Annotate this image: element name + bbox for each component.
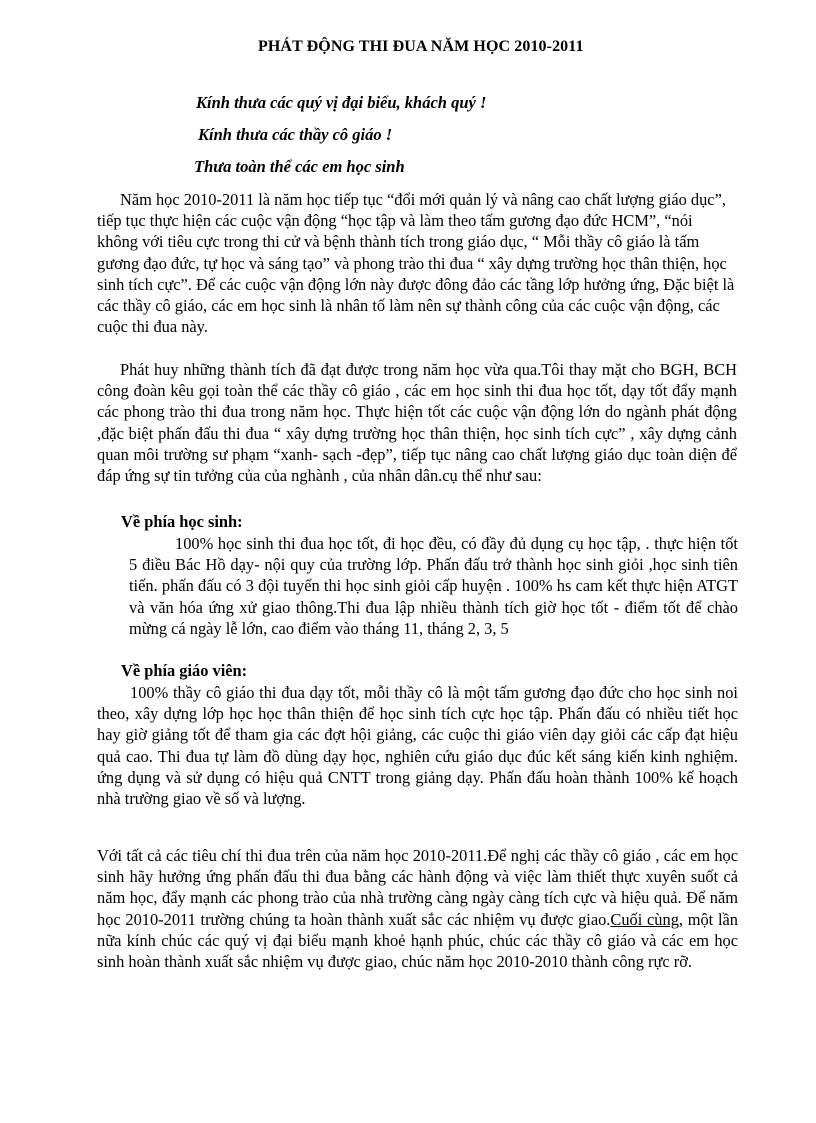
salutation-teachers: Kính thưa các thầy cô giáo ! xyxy=(198,125,393,144)
closing-text-start: Với tất cả các tiêu chí thi đua trên của năm học 2010-2011.Để nghị các thầy cô giáo , các em học sinh hãy hưởng ứng phấn đấu thi đua bằng các hành động và việc làm thiết thực xuyên suốt cả năm học, đẩy mạnh các phong trào của nhà trường càng ngày càng tích cực và hiệu quả. Để năm học 2010-2011 trường chúng ta hoàn thành xuất sắc các nhiệm vụ được giao. xyxy=(97,846,738,929)
closing-underlined-phrase: Cuối cùng xyxy=(610,909,679,929)
paragraph-call-to-action: Phát huy những thành tích đã đạt được trong năm học vừa qua.Tôi thay mặt cho BGH, BCH công đoàn kêu gọi toàn thể các thầy cô giáo , các em học sinh thi đua học tốt, dạy tốt đẩy mạnh các phong trào thi đua trong năm học. Thực hiện tốt các cuộc vận động lớn do ngành phát động ,đặc biệt phấn đấu thi đua “ xây dựng trường học thân thiện, học sinh tích cực” , xây dựng cảnh quan môi trường sư phạm “xanh- sạch -đẹp”, tiếp tục nâng cao chất lượng giáo dục toàn diện để đáp ứng sự tin tưởng của của nghành , của nhân dân.cụ thể như sau: xyxy=(97,360,737,486)
paragraph-teachers: 100% thầy cô giáo thi đua dạy tốt, mỗi thầy cô là một tấm gương đạo đức cho học sinh noi theo, xây dựng lớp học học thân thiện để học sinh tích cực học tập. Phấn đấu có nhiều tiết học hay giờ giảng tốt để tham gia các đợt hội giảng, các cuộc thi giáo viên dạy giỏi các cấp đạt hiệu quả cao. Thi đua tự làm đồ dùng dạy học, nghiên cứu giáo dục đúc kết sáng kiến kinh nghiệm. ứng dụng và sử dụng có hiệu quả CNTT trong giảng dạy. Phấn đấu hoàn thành 100% kế hoạch nhà trường giao về số và lượng. xyxy=(97,683,738,809)
document-title: PHÁT ĐỘNG THI ĐUA NĂM HỌC 2010-2011 xyxy=(258,38,584,55)
salutation-students: Thưa toàn thể các em học sinh xyxy=(194,157,405,176)
heading-students: Về phía học sinh: xyxy=(121,512,243,531)
paragraph-closing xyxy=(97,845,738,972)
closing-text-end: , một lần nữa kính chúc các quý vị đại biểu mạnh khoẻ hạnh phúc, chúc các thầy cô giáo và các em học sinh hoàn thành xuất sắc nhiệm vụ được giao, chúc năm học 2010-2010 thành công rực rỡ. xyxy=(97,909,738,972)
paragraph-intro: Năm học 2010-2011 là năm học tiếp tục “đổi mới quản lý và nâng cao chất lượng giáo dục”, tiếp tục thực hiện các cuộc vận động “học tập và làm theo tấm gương đạo đức HCM”, “nói không với tiêu cực trong thi cử và bệnh thành tích trong giáo dục, “ Mỗi thầy cô giáo là tấm gương đạo đức, tự học và sáng tạo” và phong trào thi đua “ xây dựng trường học thân thiện, học sinh tích cực”. Để các cuộc vận động lớn này được đông đảo các tầng lớp hưởng ứng, Đặc biệt là các thầy cô giáo, các em học sinh là nhân tố làm nên sự thành công của các cuộc vận động, các cuộc thi đua này. xyxy=(97,190,735,337)
salutation-guests: Kính thưa các quý vị đại biểu, khách quý ! xyxy=(196,93,487,112)
paragraph-students: 100% học sinh thi đua học tốt, đi học đều, có đầy đủ dụng cụ học tập, . thực hiện tốt 5 điều Bác Hồ dạy- nội quy của trường lớp. Phấn đấu trở thành học sinh giỏi ,học sinh tiên tiến. phấn đấu có 3 đội tuyển thi học sinh giỏi cấp huyện . 100% hs cam kết thực hiện ATGT và văn hóa ứng xử giao thông.Thi đua lập nhiều thành tích giờ học tốt - điểm tốt để chào mừng cá ngày lễ lớn, cao điểm vào tháng 11, tháng 2, 3, 5 xyxy=(129,534,738,638)
heading-teachers: Về phía giáo viên: xyxy=(121,661,248,680)
